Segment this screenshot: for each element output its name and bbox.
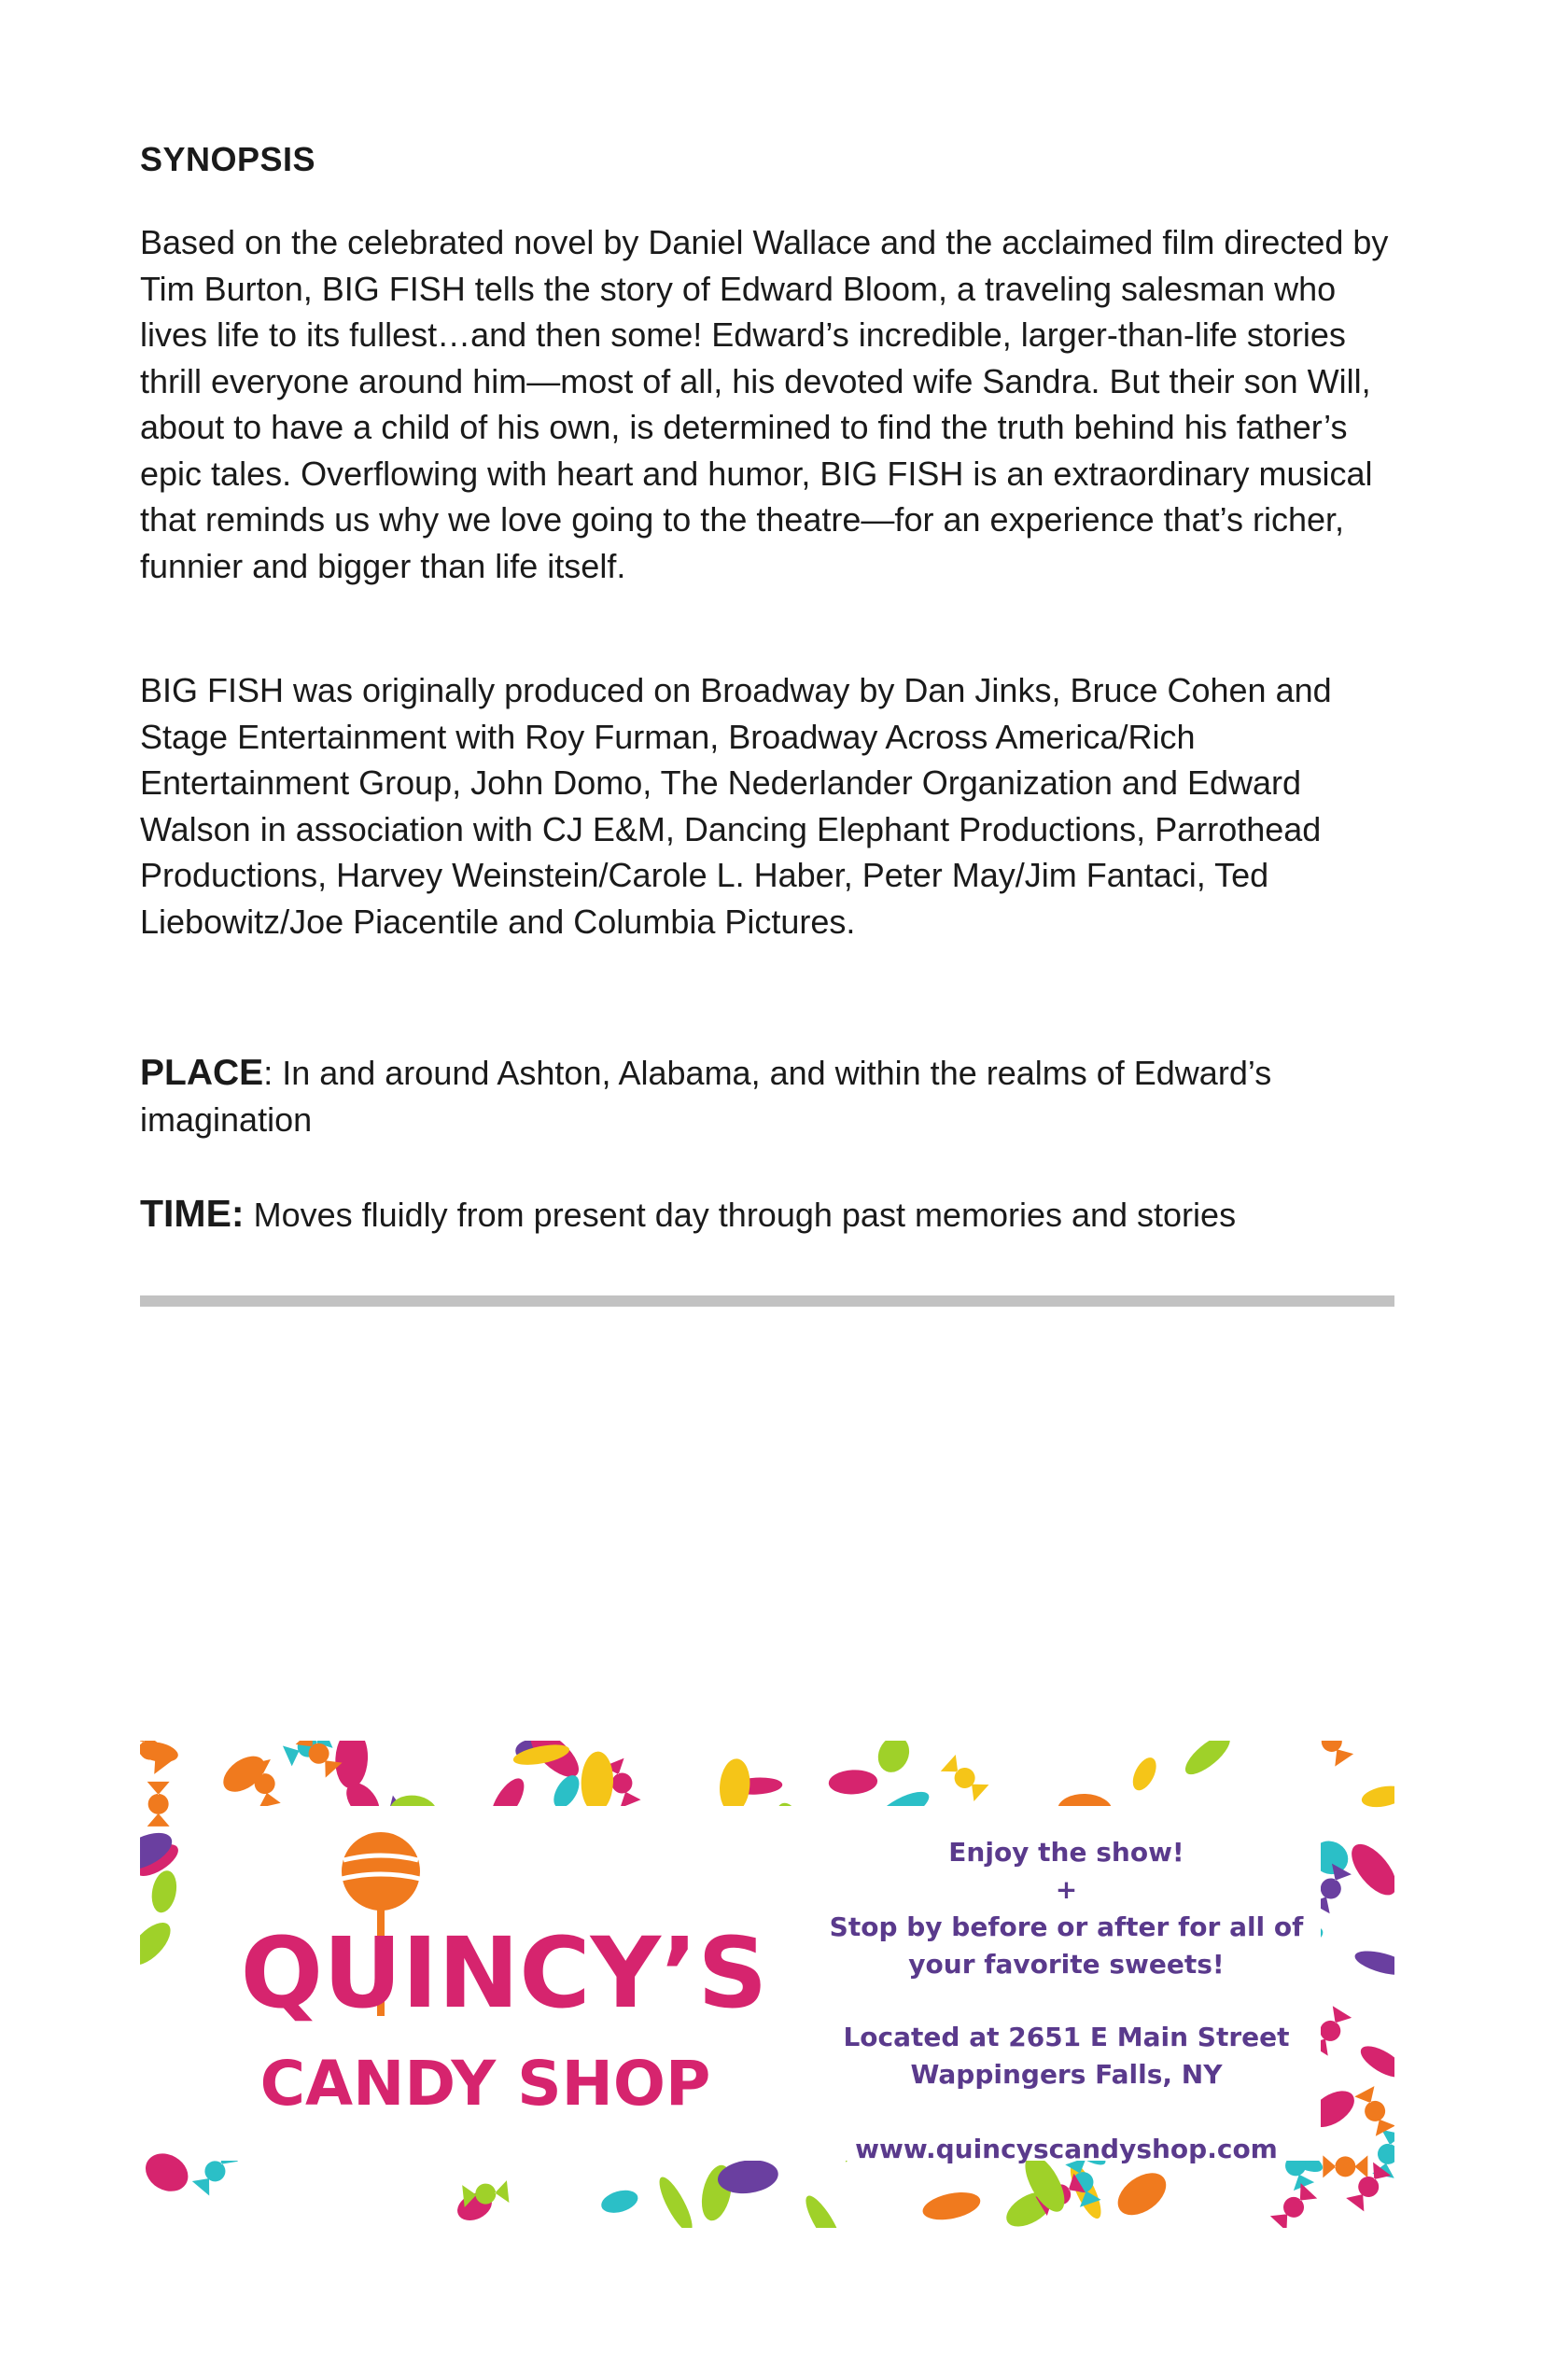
plus-sign: + [1055,1874,1078,1905]
wrapped-candy-icon [1310,1741,1353,1767]
jellybean-icon [873,1741,915,1777]
jellybean-icon [581,1751,615,1813]
production-credits-paragraph: BIG FISH was originally produced on Broadway by Dan Jinks, Bruce Cohen and Stage Entertainment with Roy Furman, Broadway Across America/Rich Entertainment Group, John Domo, The Nederlander Organization and Edward Walson in association with CJ E&M, Dancing Elephant Productions, Parrothead Productions, Harvey Weinstein/Carole L. Haber, Peter May/Jim Fantaci, Ted Liebowitz/Joe Piacentile and Columbia Pictures. [140,671,1332,941]
enjoy-show-text: Enjoy the show! [948,1837,1184,1868]
jellybean-icon [653,2173,697,2228]
jellybean-icon [1128,1754,1161,1794]
time-line [140,1190,1405,1239]
jellybean-icon [800,2191,848,2228]
website-link[interactable]: www.quincyscandyshop.com [855,2134,1278,2164]
lollipop-icon [342,1832,420,1911]
stop-by-text-2: your favorite sweets! [908,1949,1225,1980]
jellybean-icon [1180,1741,1236,1781]
wrapped-candy-icon [147,1782,170,1827]
address-line-1: Located at 2651 E Main Street [843,2022,1290,2052]
jellybean-icon [828,1769,878,1796]
jellybean-icon [920,2188,983,2224]
logo-subtitle: CANDY SHOP [259,2048,711,2120]
synopsis-paragraph: Based on the celebrated novel by Daniel Wallace and the acclaimed film directed by Tim Burton, BIG FISH tells the story of Edward Bloom, a traveling salesman who lives life to its fullest…and then some! Edward’s incredible, larger-than-life stories thrill everyone around him—most of all, his devoted wife Sandra. But their son Will, about to have a child of his own, is determined to find the truth behind his father’s epic tales. Overflowing with heart and humor, BIG FISH is an extraordinary musical that reminds us why we love going to the theatre—for an experience that’s richer, funnier and bigger than life itself. [140,223,1389,585]
jellybean-icon [1343,1837,1394,1903]
jellybean-icon [140,1741,180,1765]
info-panel [812,1806,1321,2164]
synopsis-heading: SYNOPSIS [140,140,316,178]
wrapped-candy-icon [1323,2155,1367,2177]
wrapped-candy-icon [941,1755,989,1801]
jellybean-icon [140,1916,177,1972]
jellybean-icon [1356,2040,1394,2083]
place-text: : In and around Ashton, Alabama, and within the realms of Edward’s imagination [140,1054,1272,1139]
section-divider [140,1295,1394,1307]
jellybean-icon [598,2187,640,2217]
place-label: PLACE [140,1053,264,1093]
place-line [140,1050,1405,1143]
jellybean-icon [148,1869,180,1915]
wrapped-candy-icon [1354,2086,1394,2136]
time-label: TIME: [140,1192,245,1235]
jellybean-icon [1352,1946,1394,1980]
quincys-logo [187,1806,821,2161]
candy-shop-ad [140,1741,1394,2228]
logo-name: QUINCY’S [240,1916,768,2030]
jellybean-icon [1110,2164,1173,2223]
logo-panel [187,1806,821,2161]
wrapped-candy-icon [1270,2183,1317,2228]
address-line-2: Wappingers Falls, NY [910,2059,1223,2090]
jellybean-icon [1360,1783,1394,1811]
stop-by-text-1: Stop by before or after for all of [829,1911,1304,1942]
time-text: Moves fluidly from present day through past memories and stories [244,1196,1237,1234]
